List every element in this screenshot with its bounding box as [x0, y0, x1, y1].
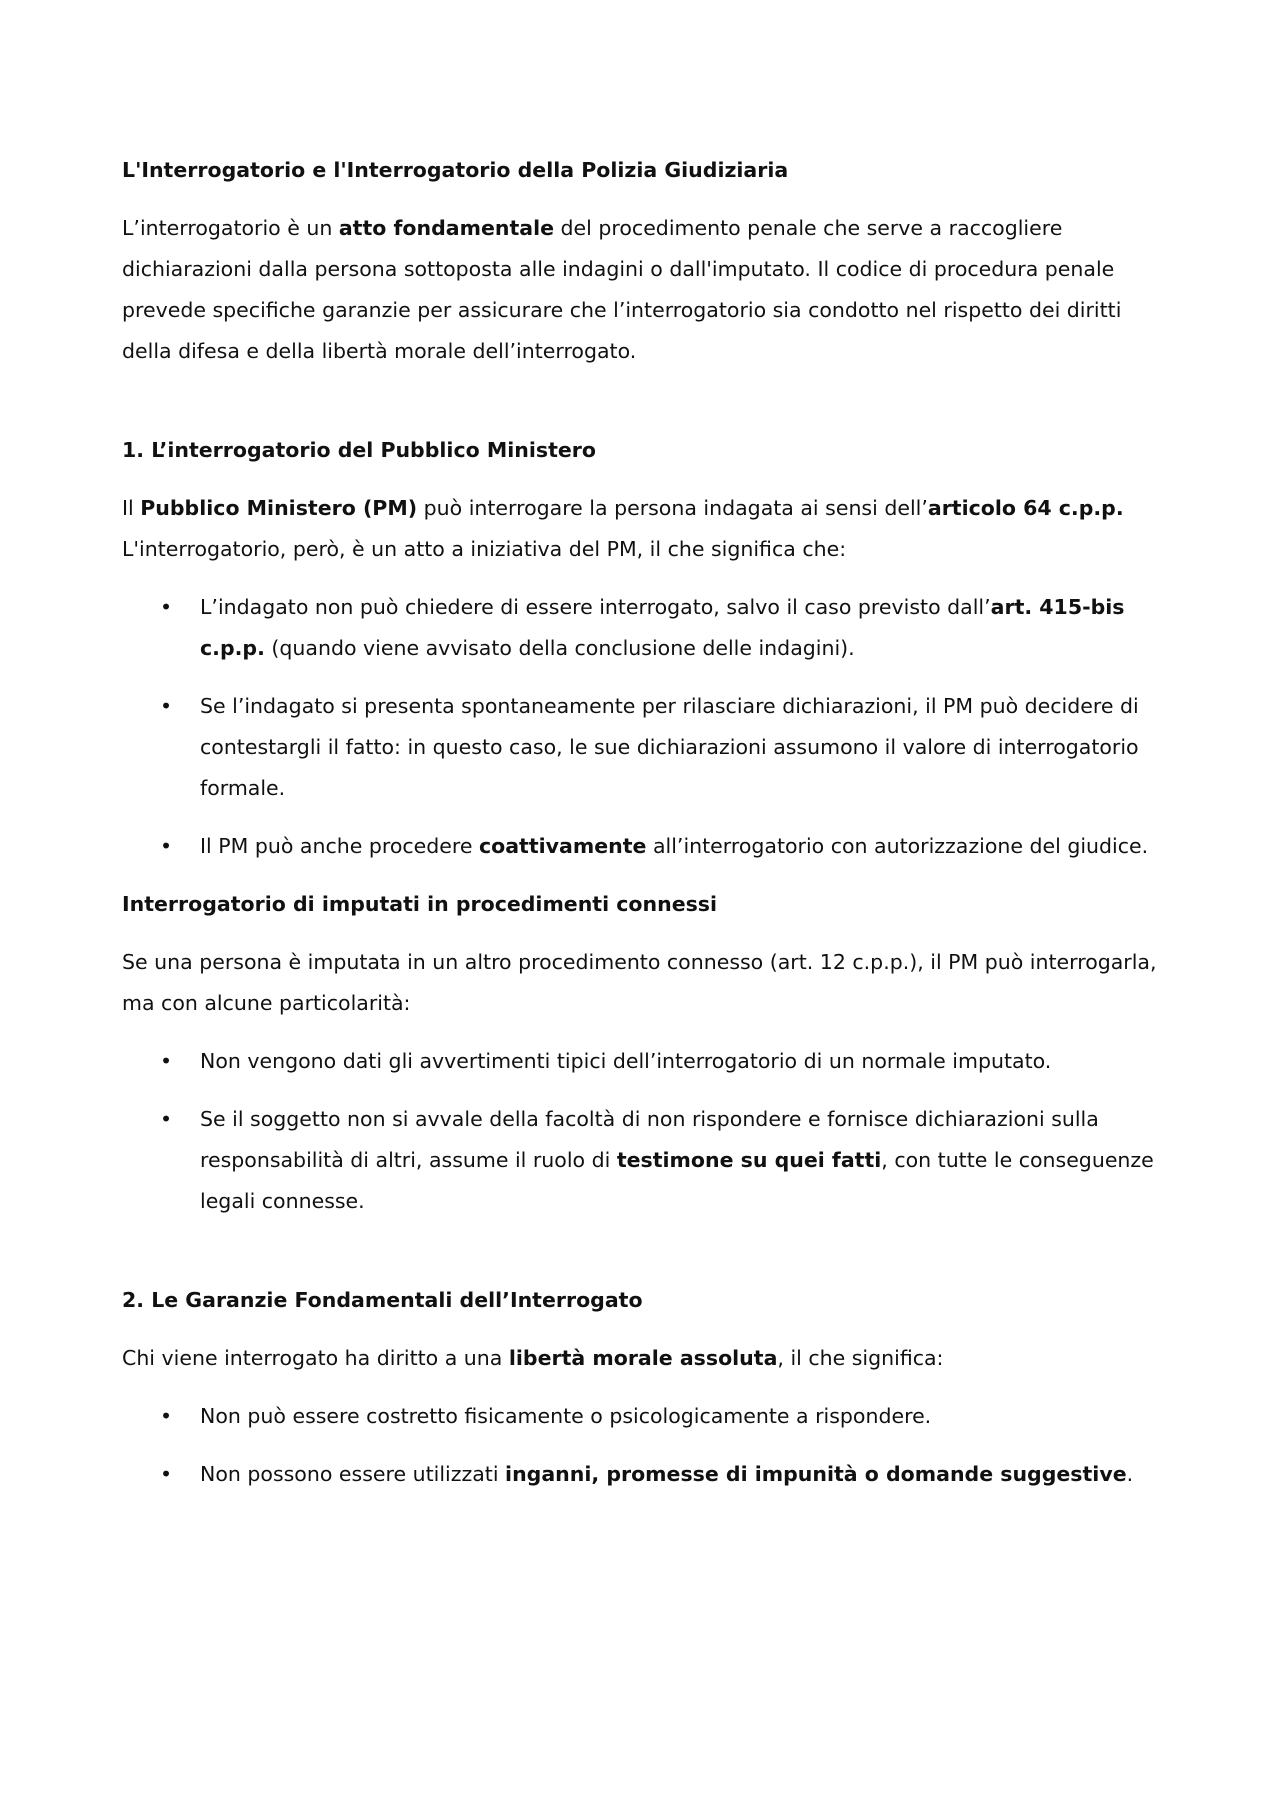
text-run: Se l’indagato si presenta spontaneamente per rilasciare dichiarazioni, il PM può decidere di contestargli il fatto: in questo caso, le sue dichiarazioni assumono il valore di interrogatorio formale.: [200, 694, 1139, 800]
section1-list: [122, 587, 1167, 867]
intro-paragraph: [122, 208, 1167, 372]
text-run: (quando viene avvisato della conclusione delle indagini).: [264, 636, 855, 660]
list-item: [122, 1041, 1167, 1082]
text-run: Se il soggetto non si avvale della facoltà di non rispondere e fornisce dichiarazioni sulla responsabilità di altri, assume il ruolo di: [200, 1107, 1099, 1172]
bold-text: atto fondamentale: [338, 216, 555, 240]
text-run: Non può essere costretto fisicamente o psicologicamente a rispondere.: [200, 1404, 932, 1428]
text-run: del procedimento penale che serve a raccogliere dichiarazioni dalla persona sottoposta alle indagini o dall'imputato. Il codice di procedura penale prevede specifiche garanzie per assicurare che l’interrogatorio sia condotto nel rispetto dei diritti della difesa e della libertà morale dell’interrogato.: [122, 216, 1122, 363]
text-run: Chi viene interrogato ha diritto a una: [122, 1346, 509, 1370]
text-run: Il: [122, 496, 141, 520]
list-item: [122, 587, 1167, 669]
text-run: , il che significa:: [777, 1346, 944, 1370]
subsection-list: [122, 1041, 1167, 1222]
subsection-paragraph: [122, 942, 1167, 1024]
document-title: L'Interrogatorio e l'Interrogatorio della Polizia Giudiziaria: [122, 158, 789, 182]
text-run: L’indagato non può chiedere di essere interrogato, salvo il caso previsto dall’: [200, 595, 991, 619]
text-run: Il PM può anche procedere: [200, 834, 479, 858]
bold-text: testimone su quei fatti: [616, 1148, 882, 1172]
section1-paragraph: [122, 488, 1167, 570]
text-run: Non vengono dati gli avvertimenti tipici dell’interrogatorio di un normale imputato.: [200, 1049, 1052, 1073]
bold-text: inganni, promesse di impunità o domande suggestive: [505, 1462, 1127, 1486]
section2-list: [122, 1396, 1167, 1495]
text-run: Se una persona è imputata in un altro procedimento connesso (art. 12 c.p.p.), il PM può interrogarla, ma con alcune particolarità:: [122, 950, 1157, 1015]
list-item: [122, 1396, 1167, 1437]
text-run: all’interrogatorio con autorizzazione del giudice.: [646, 834, 1149, 858]
bold-text: articolo 64 c.p.p.: [927, 496, 1124, 520]
list-item: [122, 1099, 1167, 1222]
text-run: Non possono essere utilizzati: [200, 1462, 506, 1486]
bold-text: Pubblico Ministero (PM): [140, 496, 418, 520]
bold-text: art. 415-bis c.p.p.: [200, 595, 1125, 660]
section2-heading: 2. Le Garanzie Fondamentali dell’Interrogato: [122, 1288, 643, 1312]
list-item: [122, 826, 1167, 867]
list-item: [122, 686, 1167, 809]
text-run: .: [1126, 1462, 1134, 1486]
bold-text: libertà morale assoluta: [508, 1346, 778, 1370]
text-run: può interrogare la persona indagata ai sensi dell’: [417, 496, 928, 520]
list-item: [122, 1454, 1167, 1495]
text-run: L'interrogatorio, però, è un atto a iniziativa del PM, il che significa che:: [122, 537, 847, 561]
subsection-heading: Interrogatorio di imputati in procedimenti connessi: [122, 892, 718, 916]
section2-paragraph: [122, 1338, 1167, 1379]
section1-heading: 1. L’interrogatorio del Pubblico Ministero: [122, 438, 596, 462]
bold-text: coattivamente: [478, 834, 647, 858]
document-page: [122, 150, 1167, 1512]
text-run: , con tutte le conseguenze legali connesse.: [200, 1148, 1154, 1213]
text-run: L’interrogatorio è un: [122, 216, 339, 240]
